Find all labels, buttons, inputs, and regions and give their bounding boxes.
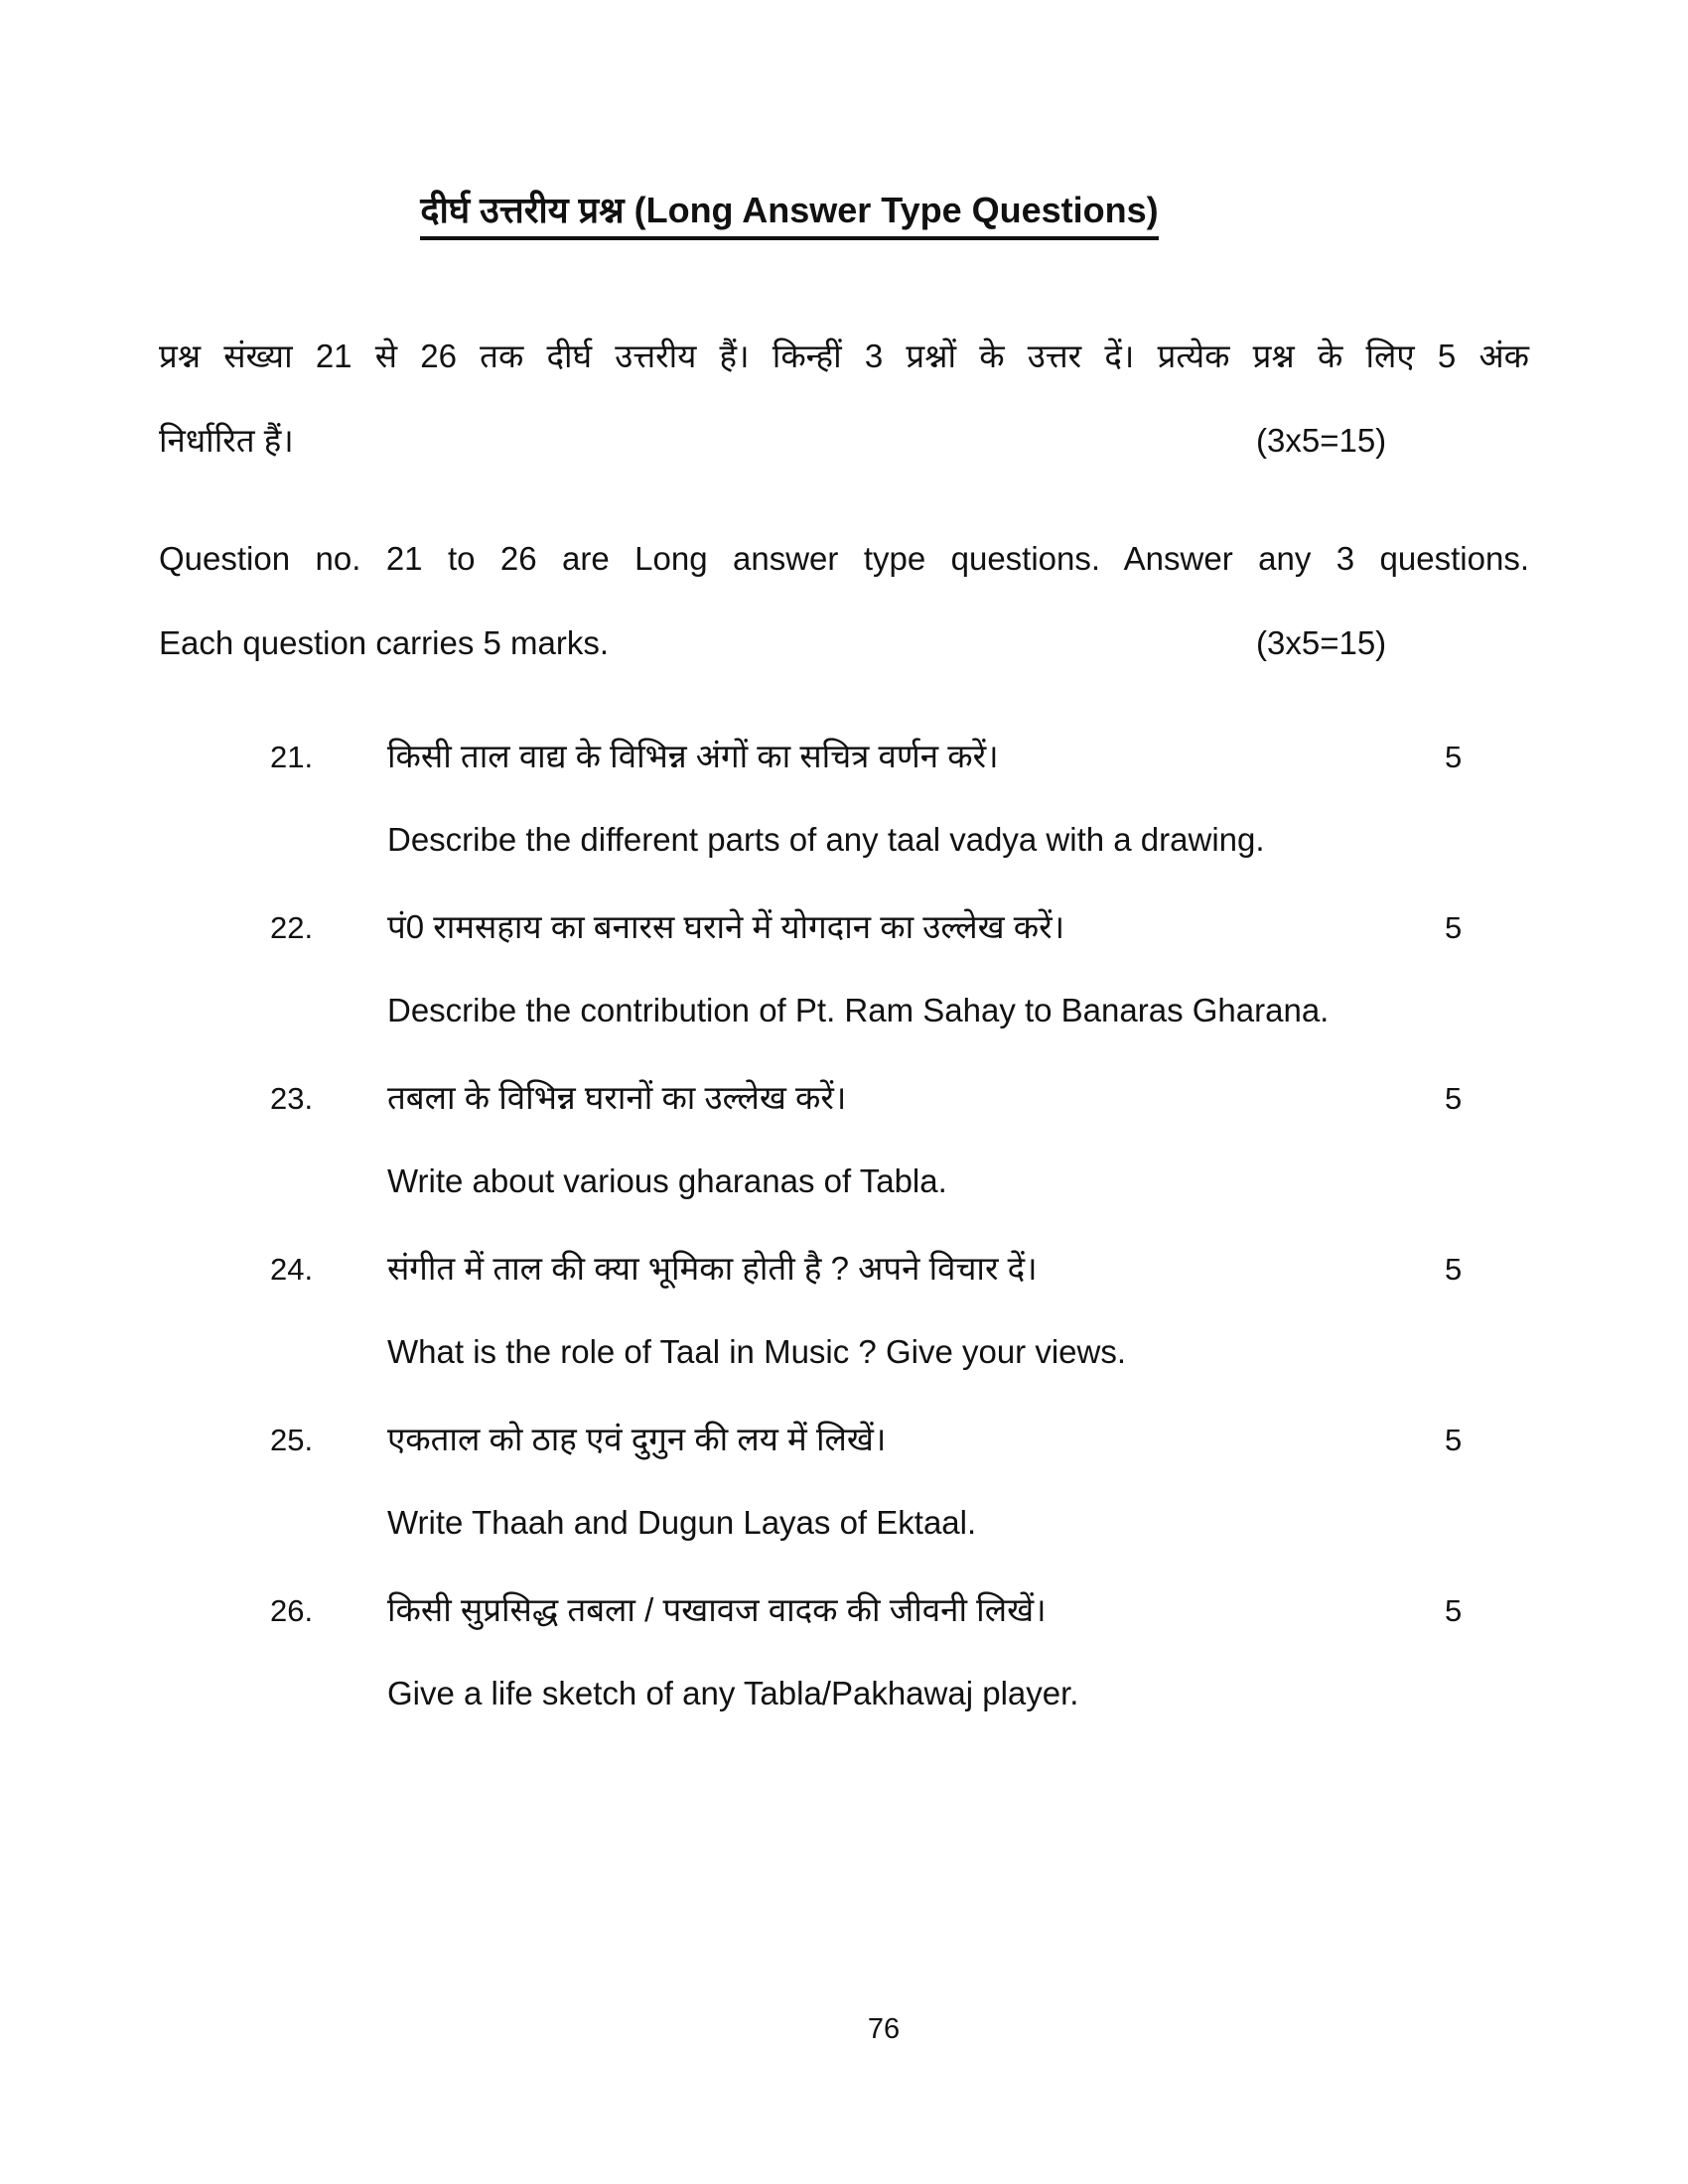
question-25-english-row	[159, 1481, 1529, 1565]
question-24	[159, 1227, 1529, 1394]
question-text-english: Write about various gharanas of Tabla.	[387, 1162, 947, 1199]
question-number: 23.	[270, 1081, 314, 1116]
question-22	[159, 886, 1529, 1052]
question-number: 25.	[270, 1423, 314, 1457]
question-24-hindi-row	[159, 1227, 1529, 1310]
question-text-hindi: एकताल को ठाह एवं दुगुन की लय में लिखें।	[387, 1421, 887, 1457]
question-text-english: What is the role of Taal in Music ? Give your views.	[387, 1333, 1127, 1370]
question-24-english-row	[159, 1310, 1529, 1394]
question-22-hindi-row	[159, 886, 1529, 969]
question-number: 22.	[270, 910, 314, 945]
question-number: 24.	[270, 1252, 314, 1287]
section-title-hindi: दीर्घ उत्तरीय प्रश्न	[420, 190, 625, 230]
question-23	[159, 1056, 1529, 1223]
questions-list	[159, 715, 1529, 1735]
section-title-english: (Long Answer Type Questions)	[633, 190, 1159, 230]
question-marks: 5	[1445, 1252, 1463, 1287]
section-title-row	[159, 0, 1529, 240]
question-text-hindi: किसी ताल वाद्य के विभिन्न अंगों का सचित्र वर्णन करें।	[387, 738, 999, 774]
question-text-english: Give a life sketch of any Tabla/Pakhawaj player.	[387, 1675, 1079, 1711]
instructions-english-line1: Question no. 21 to 26 are Long answer type questions. Answer any 3 questions.	[159, 540, 1529, 577]
question-marks: 5	[1445, 1423, 1463, 1457]
question-text-hindi: संगीत में ताल की क्या भूमिका होती है ? अपने विचार दें।	[387, 1250, 1038, 1287]
question-number: 26.	[270, 1593, 314, 1628]
page-number: 76	[867, 2013, 901, 2045]
question-21-english-row	[159, 798, 1529, 882]
question-marks: 5	[1445, 740, 1463, 774]
instructions-hindi-line2: निर्धारित हैं।	[159, 422, 294, 459]
question-number: 21.	[270, 740, 314, 774]
question-22-english-row	[159, 969, 1529, 1052]
question-marks: 5	[1445, 1081, 1463, 1116]
instructions-hindi-line1: प्रश्न संख्या 21 से 26 तक दीर्घ उत्तरीय हैं। किन्हीं 3 प्रश्नों के उत्तर दें। प्रत्येक प्रश्न के लिए 5 अंक	[159, 338, 1529, 374]
question-text-english: Describe the different parts of any taal vadya with a drawing.	[387, 821, 1265, 858]
question-23-hindi-row	[159, 1056, 1529, 1140]
instructions-english	[159, 516, 1529, 685]
instructions-english-line2-row	[159, 601, 1529, 685]
instructions-hindi-line2-row	[159, 398, 1529, 482]
instructions-english-marks: (3x5=15)	[1256, 624, 1387, 661]
question-25-hindi-row	[159, 1398, 1529, 1481]
question-text-hindi: पं0 रामसहाय का बनारस घराने में योगदान का उल्लेख करें।	[387, 908, 1065, 945]
instructions-hindi-marks: (3x5=15)	[1256, 422, 1387, 459]
question-text-english: Describe the contribution of Pt. Ram Sahay to Banaras Gharana.	[387, 992, 1330, 1028]
question-26-hindi-row	[159, 1569, 1529, 1652]
question-21	[159, 715, 1529, 882]
question-26	[159, 1569, 1529, 1735]
question-21-hindi-row	[159, 715, 1529, 798]
question-text-hindi: तबला के विभिन्न घरानों का उल्लेख करें।	[387, 1079, 847, 1116]
question-marks: 5	[1445, 910, 1463, 945]
question-text-hindi: किसी सुप्रसिद्ध तबला / पखावज वादक की जीवनी लिखें।	[387, 1591, 1047, 1628]
instructions-english-line2: Each question carries 5 marks.	[159, 624, 610, 661]
question-marks: 5	[1445, 1593, 1463, 1628]
question-23-english-row	[159, 1140, 1529, 1223]
instructions-hindi	[159, 314, 1529, 482]
section-title	[420, 185, 1158, 240]
question-26-english-row	[159, 1652, 1529, 1735]
question-text-english: Write Thaah and Dugun Layas of Ektaal.	[387, 1504, 977, 1541]
question-25	[159, 1398, 1529, 1565]
